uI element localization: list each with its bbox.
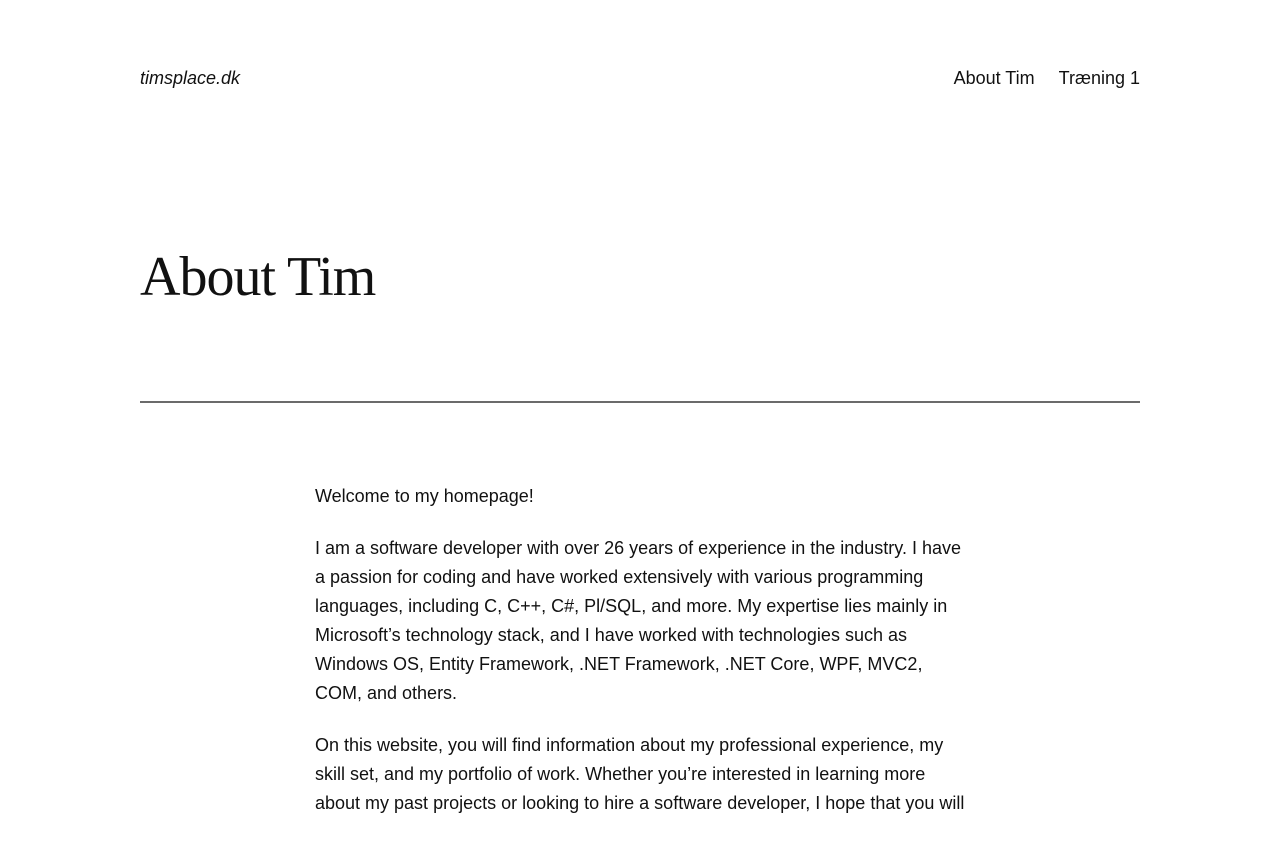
nav-item-about-tim[interactable]: About Tim <box>953 67 1035 88</box>
main-navigation <box>954 68 1140 89</box>
title-separator <box>140 401 1140 403</box>
site-header <box>140 62 1140 94</box>
nav-item-traening-1[interactable]: Træning 1 <box>1058 67 1140 88</box>
page-content <box>315 482 965 841</box>
page-title: About Tim <box>140 246 376 308</box>
content-paragraph-experience: I am a software developer with over 26 years of experience in the industry. I have a passion for coding and have worked extensively with various programming languages, including C, C++, C#, Pl/SQL, and more. My expertise lies mainly in Microsoft’s technology stack, and I have worked with technologies such as Windows OS, Entity Framework, .NET Framework, .NET Core, WPF, MVC2, COM, and others. <box>315 538 962 703</box>
content-paragraph-welcome: Welcome to my homepage! <box>315 486 534 506</box>
site-title-link[interactable]: timsplace.dk <box>140 67 241 88</box>
content-paragraph-website-info: On this website, you will find information about my professional experience, my skill set, and my portfolio of work. Whether you’re interested in learning more about my past projects or looking to hire a software developer, I hope that you will <box>315 735 965 813</box>
